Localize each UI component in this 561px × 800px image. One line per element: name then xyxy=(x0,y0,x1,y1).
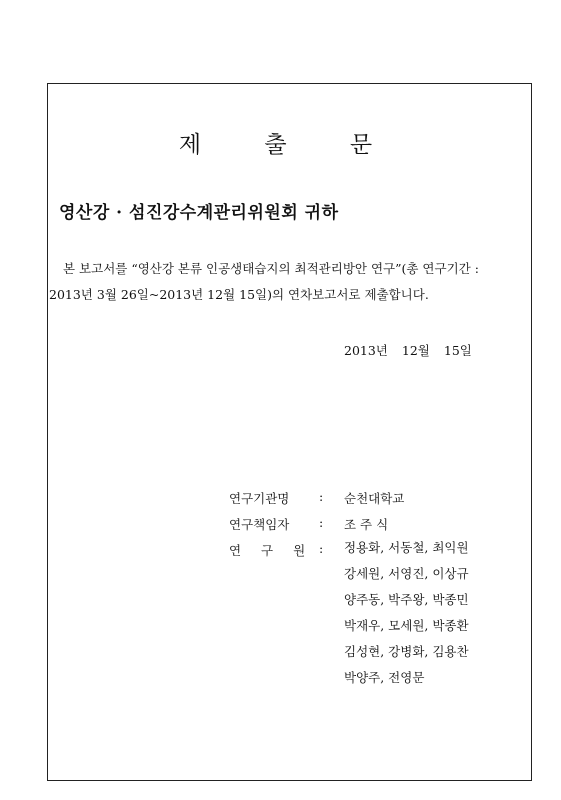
lead-researcher-label: 연구책임자 xyxy=(229,517,290,532)
researchers-row xyxy=(229,541,469,685)
lead-researcher-row xyxy=(229,515,469,533)
researchers-line-6: 박양주, 전영문 xyxy=(344,670,425,685)
researchers-line-2: 강세원, 서영진, 이상규 xyxy=(344,566,469,581)
lead-researcher-colon: : xyxy=(319,515,324,530)
researchers-list xyxy=(344,541,469,685)
researchers-line-5: 김성현, 강병화, 김용찬 xyxy=(344,644,469,659)
research-info-block xyxy=(229,489,469,693)
institution-row xyxy=(229,489,469,507)
researchers-line-3: 양주동, 박주왕, 박종민 xyxy=(344,592,469,607)
submission-date xyxy=(344,341,486,359)
date-day: 15일 xyxy=(443,343,472,358)
date-month: 12월 xyxy=(401,343,430,358)
lead-researcher-value: 조 주 식 xyxy=(344,517,389,532)
researchers-line-1: 정용화, 서동철, 최익원 xyxy=(344,540,469,555)
date-year: 2013년 xyxy=(344,343,388,358)
institution-value: 순천대학교 xyxy=(344,491,405,506)
recipient-line: 영산강 · 섬진강수계관리위원회 귀하 xyxy=(59,203,339,223)
researchers-colon: : xyxy=(319,541,324,556)
institution-colon: : xyxy=(319,489,324,504)
document-title: 제 출 문 xyxy=(178,132,401,158)
submission-statement-line-2: 2013년 3월 26일~2013년 12월 15일)의 연차보고서로 제출합니다. xyxy=(49,287,429,302)
institution-label: 연구기관명 xyxy=(229,491,290,506)
researchers-line-4: 박재우, 모세원, 박종환 xyxy=(344,618,469,633)
submission-statement-line-1: 본 보고서를 “영산강 본류 인공생태습지의 최적관리방안 연구”(총 연구기간 : xyxy=(63,261,479,276)
researchers-label: 연 구 원 xyxy=(229,543,314,558)
